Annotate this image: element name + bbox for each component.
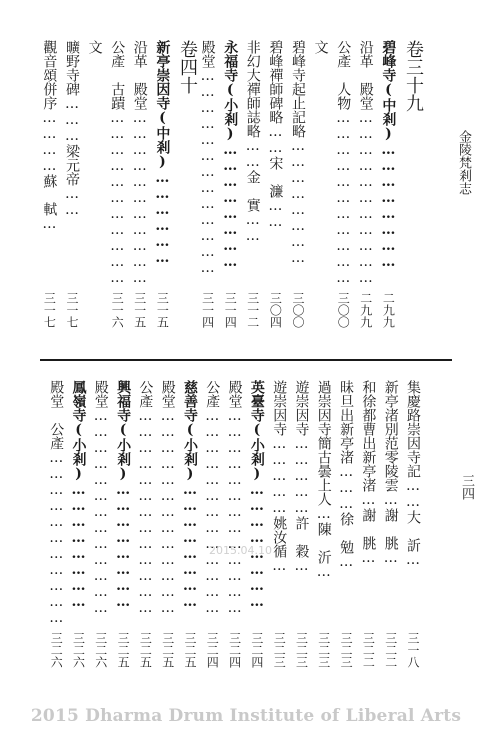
toc-bottom-entry: 公產………………………………… bbox=[204, 380, 221, 616]
toc-bottom-entry: 慈善寺(小剎)…………………… bbox=[182, 380, 198, 610]
toc-top-page-number: 三一五 bbox=[155, 292, 170, 328]
toc-top-page-number: 三〇〇 bbox=[291, 292, 305, 328]
toc-bottom-page-number: 三二六 bbox=[93, 632, 108, 668]
toc-bottom-entry: 遊崇因寺……………許 穀… bbox=[293, 380, 310, 574]
toc-top-page-number: 三一四 bbox=[223, 292, 238, 328]
toc-bottom-page-number: 三二二 bbox=[361, 632, 376, 668]
toc-bottom-page-number: 三二四 bbox=[249, 632, 264, 668]
toc-bottom-entry: 英臺寺(小剎)…………………… bbox=[248, 380, 265, 610]
toc-bottom-page-number: 三二三 bbox=[316, 632, 331, 668]
section-divider bbox=[40, 359, 452, 361]
toc-top-page-number: 三一五 bbox=[132, 292, 147, 328]
toc-bottom-page-number: 三二三 bbox=[272, 632, 287, 668]
toc-bottom-page-number: 三二五 bbox=[160, 632, 175, 668]
book-title: 金陵梵剎志 bbox=[456, 130, 471, 195]
toc-top-entry: 碧峰寺(中剎)…………………… bbox=[380, 40, 397, 270]
toc-bottom-page-number: 三一八 bbox=[406, 632, 420, 668]
toc-top-entry: 文 bbox=[86, 40, 103, 54]
toc-bottom-page-number: 三二三 bbox=[339, 632, 354, 668]
toc-bottom-page-number: 三二三 bbox=[294, 632, 309, 668]
toc-bottom-entry: 過崇因寺簡古曇上人…陳 沂… bbox=[315, 380, 332, 580]
toc-top-entry: 非幻大禪師誌略……金 實…… bbox=[244, 40, 261, 244]
toc-bottom-page-number: 三二四 bbox=[227, 632, 242, 668]
toc-bottom-page-number: 三二五 bbox=[183, 632, 197, 668]
toc-bottom-entry: 殿堂 公產…………………………… bbox=[48, 380, 65, 626]
toc-bottom-page-number: 三二六 bbox=[71, 632, 86, 668]
toc-top-page-number: 三一六 bbox=[110, 292, 125, 328]
toc-top-page-number: 三一二 bbox=[245, 292, 260, 328]
toc-bottom-entry: 和徐都曹出新亭渚…謝 朓… bbox=[360, 380, 377, 566]
toc-bottom-entry: 殿堂………………………………… bbox=[226, 380, 243, 616]
toc-bottom-page-number: 三二二 bbox=[383, 632, 398, 668]
toc-bottom-entry: 殿堂………………………………… bbox=[92, 380, 109, 616]
toc-top-entry: 碧峰禪師碑略……宋 濂…… bbox=[267, 40, 284, 230]
toc-top-page-number: 二九九 bbox=[381, 292, 396, 328]
toc-top-page-number: 三一七 bbox=[42, 292, 57, 328]
toc-top-page-number: 三一四 bbox=[200, 292, 215, 328]
toc-top-entry: 卷三十九 bbox=[403, 40, 424, 112]
toc-bottom-entry: 遊崇因寺……………姚汝循… bbox=[271, 380, 288, 574]
toc-top-page-number: 三〇四 bbox=[268, 292, 283, 328]
toc-bottom-page-number: 三二六 bbox=[49, 632, 64, 668]
toc-bottom-entry: 興福寺(小剎)…………………… bbox=[115, 380, 132, 610]
toc-top-page-number: 三〇〇 bbox=[336, 292, 351, 328]
toc-top-page-number: 三一七 bbox=[65, 292, 79, 328]
center-watermark: 2015.04.10 bbox=[209, 544, 272, 557]
toc-bottom-page-number: 三二四 bbox=[205, 632, 220, 668]
toc-bottom-entry: 集慶路崇因寺記……大 訢… bbox=[405, 380, 421, 568]
toc-bottom-entry: 新亭渚別范零陵雲…謝 朓… bbox=[382, 380, 399, 566]
toc-bottom-entry: 公產………………………………… bbox=[137, 380, 154, 616]
toc-top-entry: 殿堂………………………………… bbox=[199, 40, 216, 276]
toc-top-entry: 沿革 殿堂…………………………… bbox=[131, 40, 148, 286]
toc-top-entry: 文 bbox=[312, 40, 329, 54]
toc-top-entry: 公產 人物…………………………… bbox=[335, 40, 352, 286]
toc-top-page-number: 二九九 bbox=[358, 292, 373, 328]
toc-bottom-entry: 殿堂………………………………… bbox=[159, 380, 176, 616]
toc-top-entry: 永福寺(小剎)…………………… bbox=[222, 40, 239, 270]
toc-top-entry: 沿革 殿堂…………………………… bbox=[357, 40, 374, 286]
toc-top-entry: 公產 古蹟…………………………… bbox=[109, 40, 126, 286]
toc-bottom-page-number: 三二五 bbox=[116, 632, 131, 668]
toc-top-entry: 新亭崇因寺(中剎)……………… bbox=[154, 40, 171, 266]
toc-bottom-page-number: 三二五 bbox=[138, 632, 153, 668]
toc-top-entry: 碧峰寺起止記略…………………… bbox=[290, 40, 306, 266]
toc-top-entry: 觀音頌併序…………蘇 軾… bbox=[41, 40, 58, 232]
footer-watermark: 2015 Dharma Drum Institute of Liberal Arts bbox=[30, 706, 462, 726]
toc-top-entry: 曠野寺碑………梁元帝…… bbox=[64, 40, 80, 218]
toc-bottom-entry: 鳳嶺寺(小剎)…………………… bbox=[70, 380, 87, 610]
page-number: 三四 bbox=[459, 474, 474, 500]
toc-bottom-entry: 昧旦出新亭渚………徐 勉… bbox=[338, 380, 355, 570]
toc-top-entry: 卷四十 bbox=[177, 40, 198, 94]
